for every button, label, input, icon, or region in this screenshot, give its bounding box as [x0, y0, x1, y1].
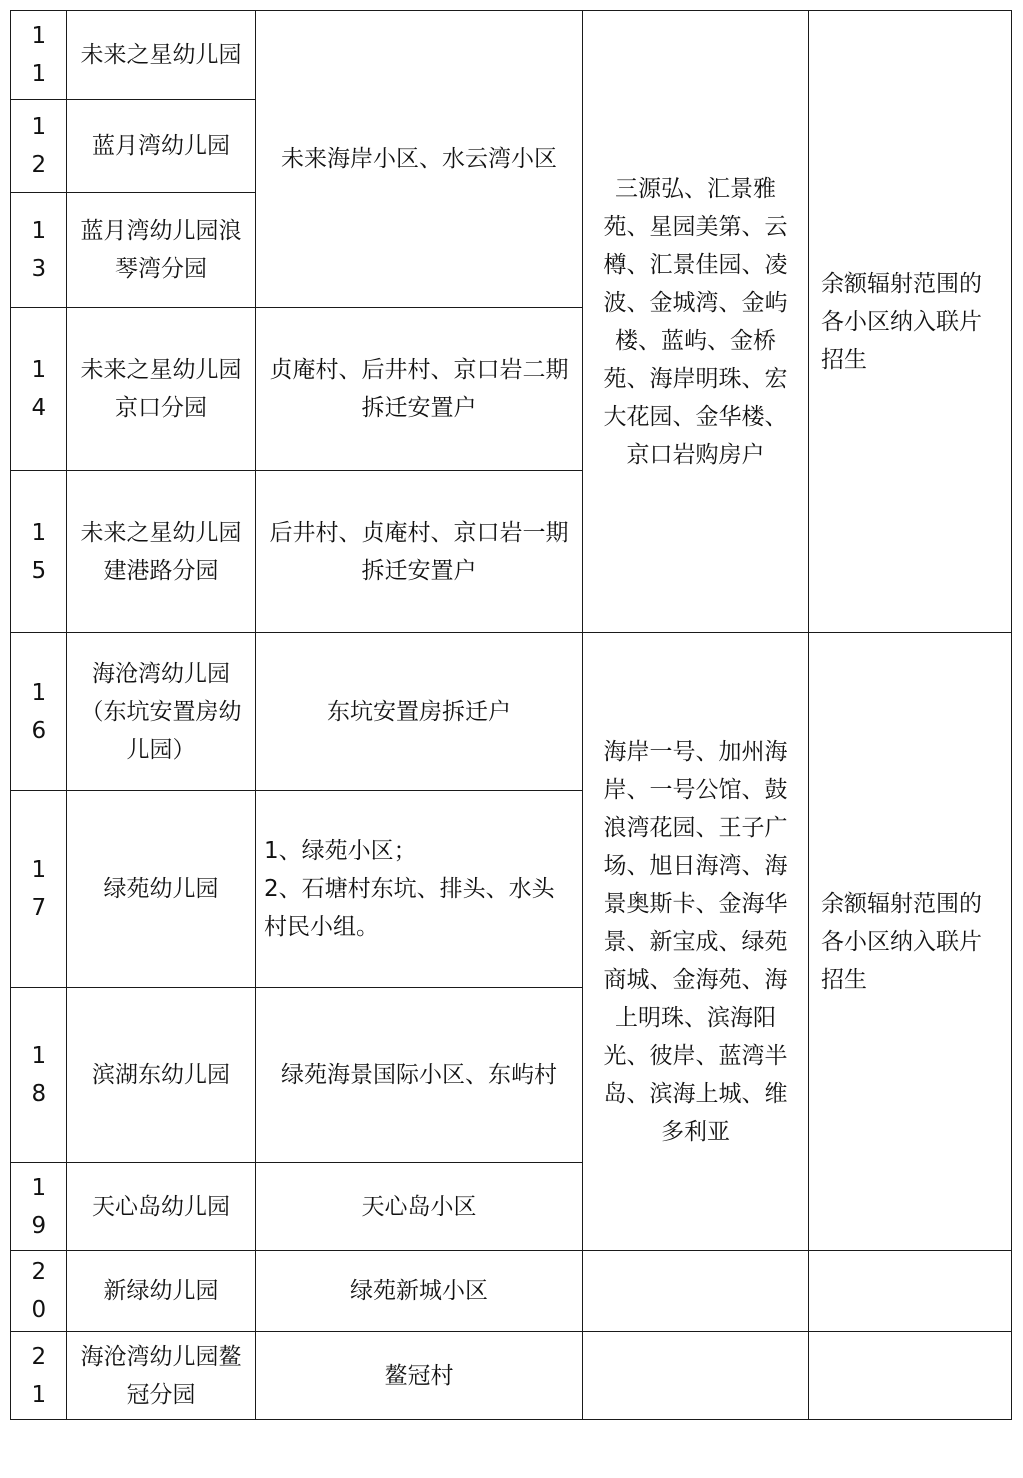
- kindergarten-name: 蓝月湾幼儿园浪琴湾分园: [67, 193, 256, 308]
- enrollment-area: 绿苑新城小区: [256, 1251, 583, 1332]
- row-number: 14: [11, 308, 67, 471]
- enrollment-area: 东坑安置房拆迁户: [256, 633, 583, 791]
- row-number: 13: [11, 193, 67, 308]
- extended-area: 三源弘、汇景雅苑、星园美第、云樽、汇景佳园、凌波、金城湾、金屿楼、蓝屿、金桥苑、海岸明珠、宏大花园、金华楼、京口岩购房户: [583, 11, 809, 633]
- extended-area-empty: [583, 1251, 809, 1332]
- kindergarten-name: 蓝月湾幼儿园: [67, 100, 256, 193]
- row-number: 19: [11, 1163, 67, 1251]
- row-number: 21: [11, 1332, 67, 1420]
- table-row: [11, 1251, 1012, 1332]
- enrollment-area: 鳌冠村: [256, 1332, 583, 1420]
- row-number: 17: [11, 791, 67, 988]
- enrollment-note-empty: [809, 1251, 1012, 1332]
- row-number: 15: [11, 471, 67, 633]
- enrollment-note-empty: [809, 1332, 1012, 1420]
- enrollment-table: [10, 10, 1012, 1420]
- row-number: 16: [11, 633, 67, 791]
- enrollment-area: 未来海岸小区、水云湾小区: [256, 11, 583, 308]
- extended-area: 海岸一号、加州海岸、一号公馆、鼓浪湾花园、王子广场、旭日海湾、海景奥斯卡、金海华景、新宝成、绿苑商城、金海苑、海上明珠、滨海阳光、彼岸、蓝湾半岛、滨海上城、维多利亚: [583, 633, 809, 1251]
- row-number: 11: [11, 11, 67, 100]
- kindergarten-name: 未来之星幼儿园京口分园: [67, 308, 256, 471]
- kindergarten-name: 滨湖东幼儿园: [67, 988, 256, 1163]
- row-number: 18: [11, 988, 67, 1163]
- enrollment-area: 绿苑海景国际小区、东屿村: [256, 988, 583, 1163]
- enrollment-area: 后井村、贞庵村、京口岩一期拆迁安置户: [256, 471, 583, 633]
- kindergarten-name: 天心岛幼儿园: [67, 1163, 256, 1251]
- enrollment-area: 1、绿苑小区； 2、石塘村东坑、排头、水头村民小组。: [256, 791, 583, 988]
- kindergarten-name: 新绿幼儿园: [67, 1251, 256, 1332]
- row-number: 20: [11, 1251, 67, 1332]
- table-row: [11, 11, 1012, 100]
- enrollment-note: 余额辐射范围的各小区纳入联片招生: [809, 633, 1012, 1251]
- kindergarten-name: 海沧湾幼儿园（东坑安置房幼儿园）: [67, 633, 256, 791]
- enrollment-note: 余额辐射范围的各小区纳入联片招生: [809, 11, 1012, 633]
- row-number: 12: [11, 100, 67, 193]
- kindergarten-name: 绿苑幼儿园: [67, 791, 256, 988]
- enrollment-area: 天心岛小区: [256, 1163, 583, 1251]
- kindergarten-name: 海沧湾幼儿园鳌冠分园: [67, 1332, 256, 1420]
- kindergarten-name: 未来之星幼儿园建港路分园: [67, 471, 256, 633]
- table-row: [11, 1332, 1012, 1420]
- kindergarten-name: 未来之星幼儿园: [67, 11, 256, 100]
- extended-area-empty: [583, 1332, 809, 1420]
- table-row: [11, 633, 1012, 791]
- enrollment-area: 贞庵村、后井村、京口岩二期拆迁安置户: [256, 308, 583, 471]
